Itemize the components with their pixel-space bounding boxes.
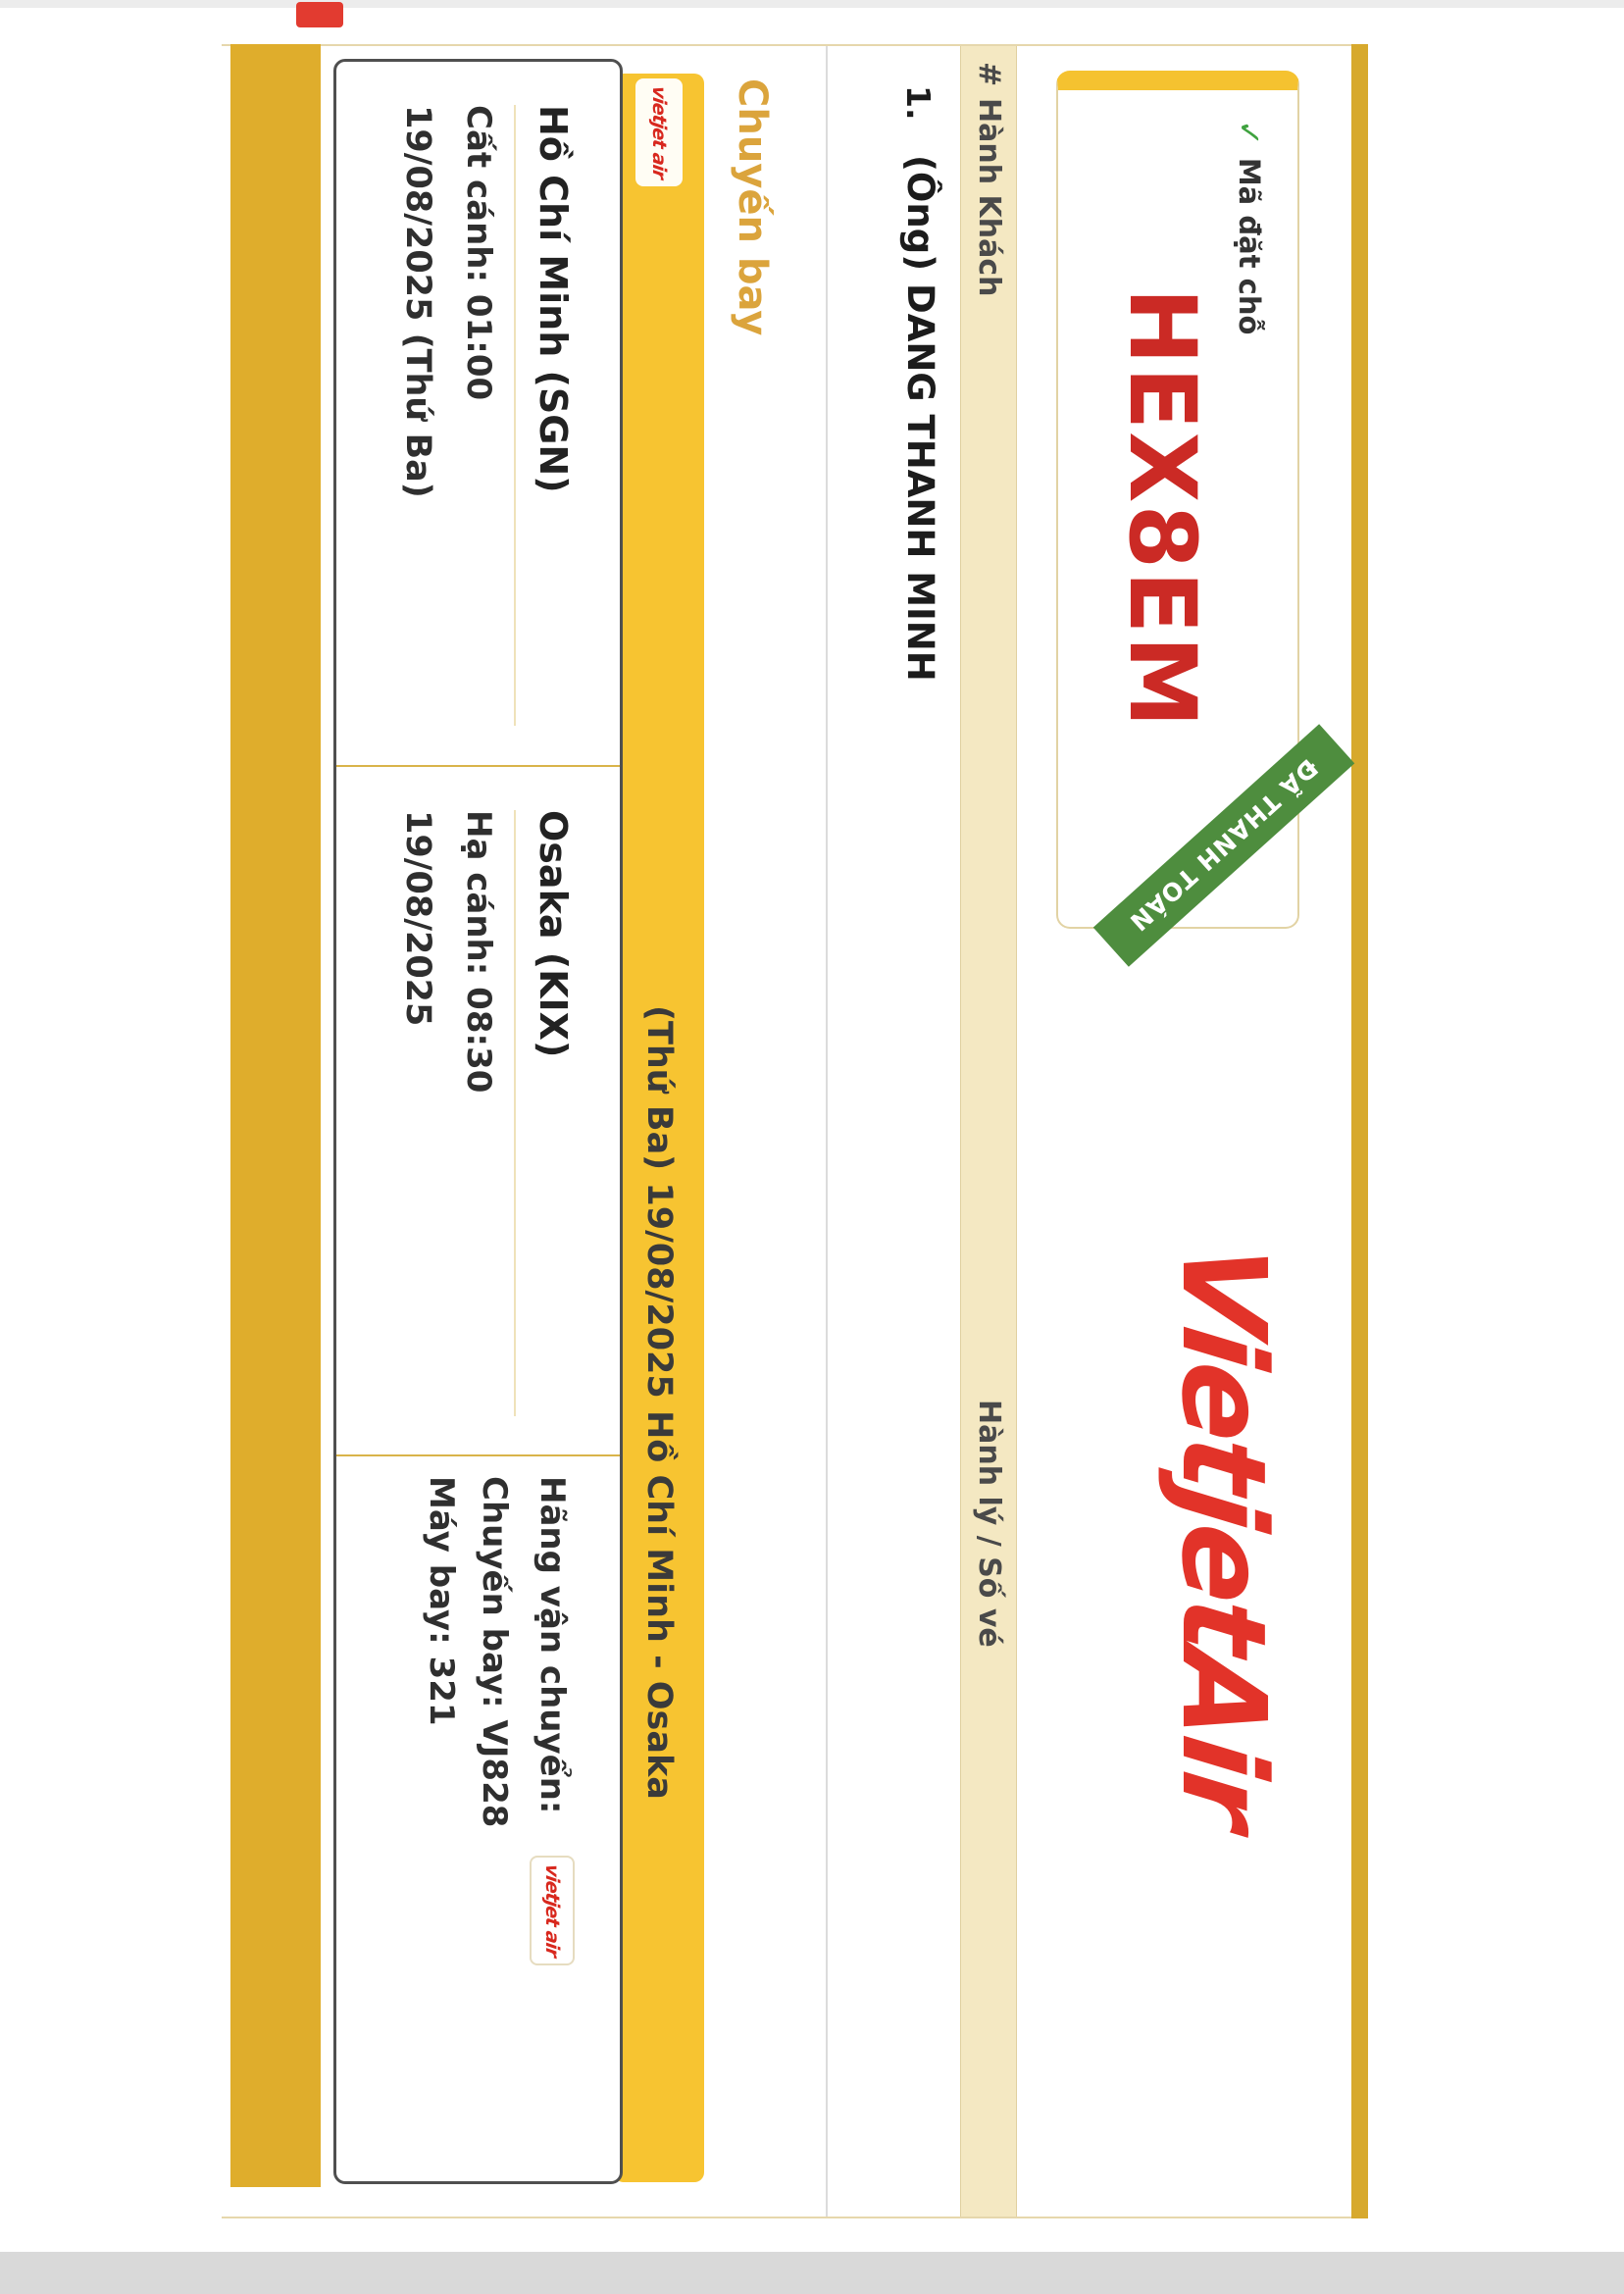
arrival-date: 19/08/2025	[398, 810, 437, 1027]
departure-city: Hồ Chí Minh (SGN)	[532, 105, 575, 493]
carrier-logo-pill	[530, 1856, 575, 1965]
header-baggage-ticket: Hành lý / Số vé	[972, 1400, 1006, 1648]
departure-column	[336, 62, 620, 767]
route-header-bar	[614, 74, 704, 2182]
carrier-label: Hãng vận chuyển:	[533, 1476, 572, 1814]
frame-right-line	[222, 2217, 1351, 2218]
vietjet-pill-logo: vietjet air	[648, 84, 670, 180]
vietjet-logo: VietjetAir	[1156, 1236, 1292, 1833]
departure-date: 19/08/2025 (Thứ Ba)	[398, 105, 437, 498]
frame-left-line	[222, 44, 1351, 46]
passenger-row-number: 1.	[899, 85, 938, 121]
scan-edge-artifact-right	[0, 2252, 1624, 2294]
booking-code-card	[1056, 71, 1324, 938]
arrival-column	[336, 767, 620, 1456]
paid-ribbon: ĐÃ THANH TOÁN	[1093, 724, 1355, 967]
booking-code-label: Mã đặt chỗ	[1233, 157, 1266, 335]
scan-edge-artifact-left	[0, 0, 1624, 8]
carrier-aircraft: Máy bay: 321	[422, 1476, 461, 1726]
frame-bottom-bar	[230, 44, 321, 2187]
departure-underline	[514, 105, 516, 726]
arrival-city: Osaka (KIX)	[532, 810, 575, 1058]
route-header-text: (Thứ Ba) 19/08/2025 Hồ Chí Minh - Osaka	[639, 1005, 679, 1800]
departure-time: Cất cánh: 01:00	[459, 105, 498, 401]
flight-section-title: Chuyến bay	[730, 78, 775, 336]
arrival-time: Hạ cánh: 08:30	[459, 810, 498, 1094]
header-no: #	[972, 62, 1006, 87]
flight-details-box	[333, 59, 623, 2184]
passenger-row-name: (Ông) DANG THANH MINH	[899, 155, 941, 682]
carrier-flight-number: Chuyến bay: VJ828	[475, 1476, 514, 1828]
carrier-vietjet-logo: vietjet air	[541, 1862, 563, 1958]
arrival-underline	[514, 810, 516, 1416]
passenger-table-header	[960, 46, 1017, 2217]
scan-red-mark-artifact	[296, 2, 343, 27]
booking-code-label-row	[1231, 120, 1268, 334]
passenger-row-divider	[826, 46, 828, 2217]
header-passenger: Hành Khách	[972, 98, 1006, 297]
paid-check-icon: ✓	[1231, 120, 1268, 146]
booking-code-value: HEX8EM	[1108, 287, 1215, 730]
carrier-column	[336, 1456, 620, 2179]
frame-top-bar	[1351, 44, 1368, 2218]
vietjet-pill-badge	[635, 78, 683, 186]
